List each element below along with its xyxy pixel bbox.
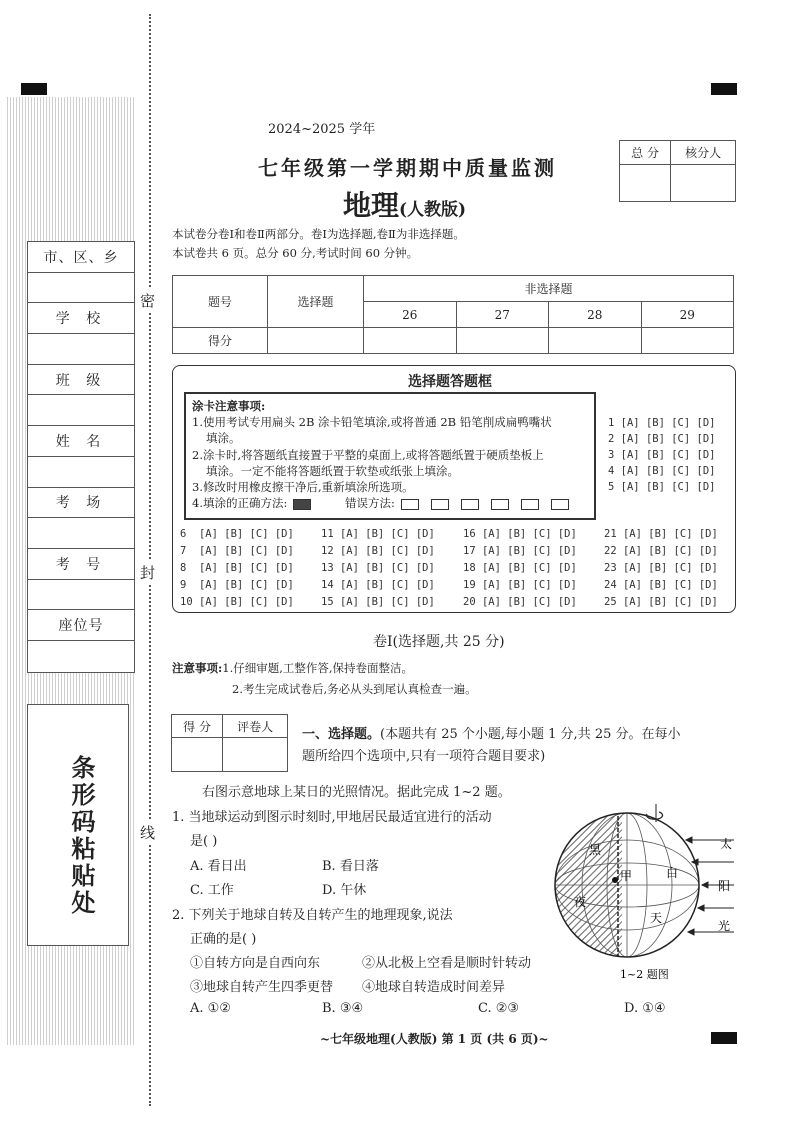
score-sub-26: 26 <box>364 302 457 328</box>
total-score-box <box>619 140 736 202</box>
grader-name-input[interactable] <box>223 738 288 772</box>
grader-name-label: 评卷人 <box>223 715 288 738</box>
notice-item: 填涂。一定不能将答题纸置于软垫或纸张上填涂。 <box>206 463 459 478</box>
notice-item: 2.涂卡时,将答题纸直接置于平整的桌面上,或将答题纸置于硬质垫板上 <box>192 447 544 462</box>
notice-item: 1.使用考试专用扁头 2B 涂卡铅笔填涂,或将普通 2B 铅笔削成扁鸭嘴状 <box>192 415 552 430</box>
info-label-number: 考 号 <box>28 549 134 580</box>
label-day-1: 白 <box>666 866 679 880</box>
q2-option-d[interactable]: D. ①④ <box>624 1001 666 1016</box>
answer-row[interactable]: 21 [A] [B] [C] [D] <box>604 528 718 540</box>
answer-row[interactable]: 11 [A] [B] [C] [D] <box>321 528 435 540</box>
answer-notice-box <box>184 392 596 520</box>
answer-row[interactable]: 15 [A] [B] [C] [D] <box>321 596 435 608</box>
wrong-box-icon <box>521 499 539 510</box>
grader-score-label: 得 分 <box>172 715 223 738</box>
score-sub-29: 29 <box>641 302 734 328</box>
point-jia <box>612 877 618 883</box>
q2-statement-2: ②从北极上空看是顺时针转动 <box>362 956 532 971</box>
question-lead: 右图示意地球上某日的光照情况。据此完成 1~2 题。 <box>202 785 511 800</box>
answer-row[interactable]: 5 [A] [B] [C] [D] <box>608 481 716 493</box>
notice-title: 涂卡注意事项: <box>192 399 266 413</box>
wrong-check-icon <box>401 499 419 510</box>
barcode-area <box>27 704 129 946</box>
info-label-name: 姓 名 <box>28 426 134 457</box>
info-label-seat: 座位号 <box>28 610 134 641</box>
score-col-number: 题号 <box>173 276 268 328</box>
part-title-line: 一、选择题。(本题共有 25 个小题,每小题 1 分,共 25 分。在每小 <box>302 727 681 742</box>
answer-row[interactable]: 24 [A] [B] [C] [D] <box>604 579 718 591</box>
answer-row[interactable]: 1 [A] [B] [C] [D] <box>608 417 716 429</box>
q1-option-a[interactable]: A. 看日出 <box>190 859 247 874</box>
subject-edition: (人教版) <box>399 200 467 220</box>
grader-score-input[interactable] <box>172 738 223 772</box>
student-info-table <box>27 241 135 673</box>
q1-option-d[interactable]: D. 午休 <box>322 883 367 898</box>
section-notice-1: 注意事项:1.仔细审题,工整作答,保持卷面整洁。 <box>172 661 414 675</box>
info-label-school: 学 校 <box>28 303 134 334</box>
info-input-city[interactable] <box>28 273 134 304</box>
intro-line-2: 本试卷共 6 页。总分 60 分,考试时间 60 分钟。 <box>172 246 419 260</box>
answer-row[interactable]: 23 [A] [B] [C] [D] <box>604 562 718 574</box>
info-label-city: 市、区、乡 <box>28 242 134 273</box>
label-jia: 甲 <box>620 869 633 883</box>
section-notice-2: 2.考生完成试卷后,务必从头到尾认真检查一遍。 <box>232 682 477 696</box>
notice-item: 3.修改时用橡皮擦干净后,重新填涂所选项。 <box>192 480 414 495</box>
school-year: 2024~2025 学年 <box>268 122 376 137</box>
wrong-slash-icon <box>551 499 569 510</box>
q2-statement-4: ④地球自转造成时间差异 <box>362 980 506 995</box>
exam-title: 七年级第一学期期中质量监测 <box>258 156 557 180</box>
answer-row[interactable]: 16 [A] [B] [C] [D] <box>463 528 577 540</box>
info-label-room: 考 场 <box>28 488 134 519</box>
label-sun-3: 光 <box>718 919 731 933</box>
answer-row[interactable]: 8 [A] [B] [C] [D] <box>180 562 294 574</box>
correct-method-label: 4.填涂的正确方法: <box>192 496 288 511</box>
q2-option-b[interactable]: B. ③④ <box>322 1001 364 1016</box>
info-input-number[interactable] <box>28 580 134 611</box>
notice-item: 填涂。 <box>206 431 241 446</box>
q1-option-b[interactable]: B. 看日落 <box>322 859 379 874</box>
answer-row[interactable]: 19 [A] [B] [C] [D] <box>463 579 577 591</box>
score-input-choice[interactable] <box>268 328 364 354</box>
label-sun-2: 阳 <box>718 879 731 893</box>
part-desc-2: 题所给四个选项中,只有一项符合题目要求) <box>302 749 546 764</box>
total-input[interactable] <box>620 165 671 202</box>
answer-row[interactable]: 25 [A] [B] [C] [D] <box>604 596 718 608</box>
registration-mark <box>711 83 737 95</box>
wrong-cross-icon <box>461 499 479 510</box>
earth-illumination-figure <box>552 800 742 990</box>
answer-card-title: 选择题答题框 <box>408 374 492 390</box>
label-day-2: 天 <box>650 911 663 925</box>
correct-fill-icon <box>293 499 311 510</box>
answer-row[interactable]: 6 [A] [B] [C] [D] <box>180 528 294 540</box>
answer-row[interactable]: 7 [A] [B] [C] [D] <box>180 545 294 557</box>
seal-char-feng: 封 <box>140 560 155 585</box>
answer-row[interactable]: 17 [A] [B] [C] [D] <box>463 545 577 557</box>
seal-char-mi: 密 <box>140 288 155 313</box>
score-input-27[interactable] <box>456 328 549 354</box>
wrong-dot-icon <box>431 499 449 510</box>
answer-row[interactable]: 22 [A] [B] [C] [D] <box>604 545 718 557</box>
score-table <box>172 275 734 354</box>
answer-row[interactable]: 3 [A] [B] [C] [D] <box>608 449 716 461</box>
score-col-choice: 选择题 <box>268 276 364 328</box>
registration-mark <box>21 83 47 95</box>
answer-row[interactable]: 14 [A] [B] [C] [D] <box>321 579 435 591</box>
q2-statement-3: ③地球自转产生四季更替 <box>190 980 334 995</box>
answer-row[interactable]: 10 [A] [B] [C] [D] <box>180 596 294 608</box>
checker-input[interactable] <box>671 165 736 202</box>
q2-stem: 2. 下列关于地球自转及自转产生的地理现象,说法 <box>172 908 453 923</box>
info-input-name[interactable] <box>28 457 134 488</box>
total-label: 总 分 <box>620 141 671 165</box>
page-footer: ~七年级地理(人教版) 第 1 页 (共 6 页)~ <box>320 1032 549 1046</box>
answer-row[interactable]: 4 [A] [B] [C] [D] <box>608 465 716 477</box>
info-input-school[interactable] <box>28 334 134 365</box>
info-input-seat[interactable] <box>28 641 134 672</box>
label-night-2: 夜 <box>574 895 587 909</box>
section-title: 卷Ⅰ(选择题,共 25 分) <box>373 634 505 650</box>
score-row-label: 得分 <box>173 328 268 354</box>
score-sub-27: 27 <box>456 302 549 328</box>
figure-caption: 1~2 题图 <box>620 968 669 981</box>
registration-mark <box>711 1032 737 1044</box>
fill-method-row <box>192 495 588 511</box>
subject-title <box>343 184 466 224</box>
info-input-class[interactable] <box>28 395 134 426</box>
score-sub-28: 28 <box>549 302 642 328</box>
answer-row[interactable]: 9 [A] [B] [C] [D] <box>180 579 294 591</box>
answer-row[interactable]: 20 [A] [B] [C] [D] <box>463 596 577 608</box>
label-night-1: 黑 <box>589 843 602 857</box>
part-title: 一、选择题。 <box>302 727 381 742</box>
info-input-room[interactable] <box>28 518 134 549</box>
q1-stem: 1. 当地球运动到图示时刻时,甲地居民最适宜进行的活动 <box>172 810 492 825</box>
q1-option-c[interactable]: C. 工作 <box>190 883 234 898</box>
wrong-method-label: 错误方法: <box>345 496 395 511</box>
intro-line-1: 本试卷分卷Ⅰ和卷Ⅱ两部分。卷Ⅰ为选择题,卷Ⅱ为非选择题。 <box>172 227 465 241</box>
subject-name: 地理 <box>343 189 400 222</box>
answer-row[interactable]: 12 [A] [B] [C] [D] <box>321 545 435 557</box>
score-col-nonchoice: 非选择题 <box>364 276 734 302</box>
q2-option-c[interactable]: C. ②③ <box>478 1001 520 1016</box>
q2-option-a[interactable]: A. ①② <box>190 1001 231 1016</box>
label-sun-1: 太 <box>720 837 733 851</box>
wrong-bar-icon <box>491 499 509 510</box>
grader-box <box>171 714 288 772</box>
barcode-label: 条形码粘贴处 <box>67 755 96 917</box>
score-input-26[interactable] <box>364 328 457 354</box>
answer-row[interactable]: 2 [A] [B] [C] [D] <box>608 433 716 445</box>
answer-row[interactable]: 13 [A] [B] [C] [D] <box>321 562 435 574</box>
section-notice-label: 注意事项: <box>172 661 223 675</box>
score-input-29[interactable] <box>641 328 734 354</box>
info-label-class: 班 级 <box>28 365 134 396</box>
score-input-28[interactable] <box>549 328 642 354</box>
q1-stem-2: 是( ) <box>190 834 218 849</box>
answer-row[interactable]: 18 [A] [B] [C] [D] <box>463 562 577 574</box>
q2-statement-1: ①自转方向是自西向东 <box>190 956 321 971</box>
q2-stem-2: 正确的是( ) <box>190 932 257 947</box>
seal-char-xian: 线 <box>140 820 155 845</box>
checker-label: 核分人 <box>671 141 736 165</box>
